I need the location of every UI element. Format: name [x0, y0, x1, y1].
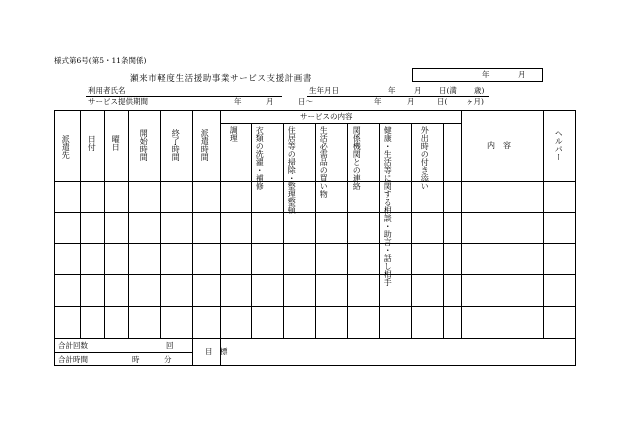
- minute-unit: 分: [164, 355, 172, 364]
- header-services-group: サービスの内容: [300, 112, 353, 121]
- header-housing: 住居等の掃除・整理整頓: [287, 126, 297, 214]
- header-helper: ヘルパー: [554, 129, 564, 161]
- birth-year-unit: 年: [388, 86, 396, 95]
- birthdate-label: 生年月日: [309, 86, 339, 95]
- row-line: [54, 212, 576, 213]
- col-line: [461, 110, 462, 338]
- period-from-month: 月: [266, 97, 274, 106]
- date-box-month: 月: [518, 70, 526, 79]
- col-line: [128, 110, 129, 338]
- hour-unit: 時: [132, 355, 140, 364]
- header-cooking: 調理: [229, 126, 239, 142]
- col-line: [80, 110, 81, 338]
- goal-field[interactable]: [221, 339, 575, 365]
- header-contact: 関係機関との連絡: [352, 126, 362, 190]
- date-box-year: 年: [482, 70, 490, 79]
- col-line: [104, 110, 105, 338]
- header-dispatch-place: 派遣先: [61, 135, 71, 159]
- form-title: 瀬来市軽度生活援助事業サービス支援計画書: [130, 74, 313, 84]
- birthdate-underline: [307, 96, 489, 97]
- row-line: [54, 243, 576, 244]
- header-weekday: 曜日: [111, 135, 121, 151]
- col-line: [192, 110, 193, 366]
- col-line: [220, 110, 221, 366]
- header-date: 日付: [87, 135, 97, 151]
- header-health: 健康・生活等に関する相談・助言・話し相手: [383, 126, 393, 286]
- birth-day-unit: 日(満: [439, 86, 457, 95]
- total-count-label: 合計回数: [58, 341, 88, 350]
- header-end-time: 終了時間: [171, 129, 181, 161]
- header-start-time: 開始時間: [139, 129, 149, 161]
- header-content: 内 容: [487, 141, 511, 150]
- period-label: サービス提供期間: [88, 97, 148, 106]
- col-line: [543, 110, 544, 338]
- months-suffix: ヶ月): [466, 97, 484, 106]
- period-to-year: 年: [374, 97, 382, 106]
- birth-month-unit: 月: [414, 86, 422, 95]
- age-suffix: 歳): [474, 86, 485, 95]
- col-line: [160, 110, 161, 338]
- services-group-line: [220, 123, 461, 124]
- header-outing: 外出時の付き添い: [420, 126, 430, 190]
- total-count-unit: 回: [166, 341, 174, 350]
- user-name-label: 利用者氏名: [88, 86, 126, 95]
- period-from-year: 年: [234, 97, 242, 106]
- total-time-label: 合計時間: [58, 355, 88, 364]
- row-line: [54, 274, 576, 275]
- header-clothes: 衣類の洗濯・補修: [255, 126, 265, 190]
- goal-label: 目 標: [205, 347, 228, 356]
- form-code: 様式第6号(第5・11条関係): [54, 56, 147, 65]
- header-bottom-line: [54, 181, 576, 182]
- period-to-month: 月: [407, 97, 415, 106]
- period-to-day: 日(: [437, 97, 448, 106]
- row-line: [54, 306, 576, 307]
- header-shopping: 生活必需品の買い物: [319, 126, 329, 198]
- footer-mid-line: [54, 352, 192, 353]
- header-dispatch-hours: 派遣時間: [200, 129, 210, 161]
- period-from-day: 日〜: [298, 97, 313, 106]
